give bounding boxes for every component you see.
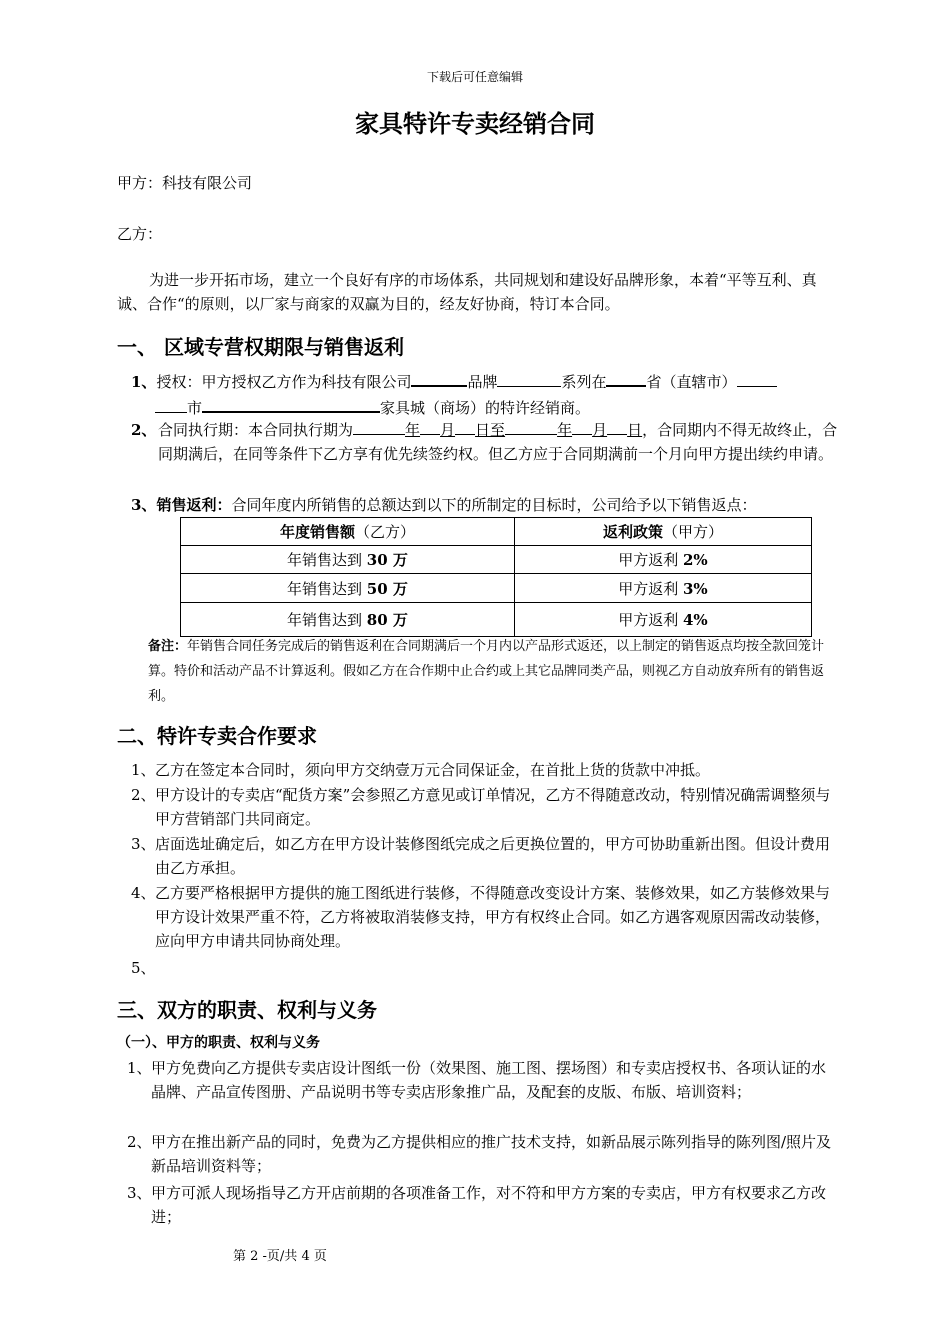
table-cell: 年销售达到 50 万: [181, 574, 515, 603]
section1-item1: [131, 369, 838, 394]
section3-item-num: 2、: [127, 1133, 152, 1151]
section3-item-num: 3、: [127, 1184, 152, 1202]
section2-heading: 二、特许专卖合作要求: [117, 724, 317, 748]
section3-item-text: 甲方在推出新产品的同时，免费为乙方提供相应的推广技术支持，如新品展示陈列指导的陈列图/照片及新品培训资料等；: [151, 1133, 832, 1175]
day-label: 日: [627, 421, 643, 439]
day-label: 日至: [475, 421, 506, 439]
section3-subheading: （一）、甲方的职责、权利与义务: [117, 1035, 320, 1051]
item-text: 授权：甲方授权乙方作为科技有限公司: [156, 373, 412, 391]
province-blank: [606, 369, 646, 387]
table-cell: 甲方返利 3%: [514, 574, 811, 603]
section3-item-text: 甲方免费向乙方提供专卖店设计图纸一份（效果图、施工图、摆场图）和专卖店授权书、各项认证的水晶牌、产品宣传图册、产品说明书等专卖店形象推广品，及配套的皮版、布版、培训资料；: [151, 1059, 827, 1101]
note-label: 备注：: [148, 639, 188, 654]
date-blank: [572, 418, 592, 435]
month-label: 月: [440, 421, 456, 439]
item-number: 1、: [131, 373, 157, 391]
table-cell: 年销售达到 80 万: [181, 603, 515, 637]
section2-item-text: 乙方在签定本合同时，须向甲方交纳壹万元合同保证金，在首批上货的货款中冲抵。: [155, 761, 711, 779]
date-blank: [455, 418, 475, 435]
year-label: 年: [557, 421, 573, 439]
item-text: 家具城（商场）的特许经销商。: [380, 399, 591, 417]
party-b: 乙方：: [117, 225, 163, 243]
year-label: 年: [405, 421, 421, 439]
rebate-note: [148, 634, 838, 709]
section2-item-num: 3、: [131, 835, 156, 853]
item-text: 省（直辖市）: [646, 373, 737, 391]
section2-item-num: 4、: [131, 884, 156, 902]
table-header-row: [181, 518, 812, 546]
item-text: 品牌: [467, 373, 498, 391]
section1-item2: [158, 418, 838, 466]
date-blank: [420, 418, 440, 435]
brand-blank: [411, 369, 467, 387]
item-text: 系列在: [561, 373, 607, 391]
rebate-table: [180, 517, 812, 637]
item-label: 销售返利：: [156, 496, 232, 514]
header-note: 下载后可任意编辑: [426, 70, 523, 84]
mall-blank: [202, 395, 380, 413]
section2-item-text: 甲方设计的专卖店“配货方案”会参照乙方意见或订单情况，乙方不得随意改动，特别情况确需调整须与甲方营销部门共同商定。: [155, 786, 831, 828]
section3-item-num: 1、: [127, 1059, 152, 1077]
month-label: 月: [592, 421, 608, 439]
item-text: ，合同期内不得无故终止，合同期满后，在同等条件下乙方享有优先续签约权。但乙方应于合同期满前一个月向甲方提出续约申请。: [158, 421, 838, 463]
date-blank: [505, 418, 557, 435]
section2-item-num: 5、: [131, 959, 156, 977]
document-title: 家具特许专卖经销合同: [355, 109, 595, 138]
page-footer: 第 2 -页/共 4 页: [233, 1249, 327, 1264]
section2-item-num: 1、: [131, 761, 156, 779]
note-text: 年销售合同任务完成后的销售返利在合同期满后一个月内以产品形式返还，以上制定的销售返点均按全款回笼计算。特价和活动产品不计算返利。假如乙方在合作期中止合约或上其它品牌同类产品，则视乙方自动放弃所有的销售返利。: [148, 639, 825, 704]
section1-item2-num: 2、: [131, 421, 157, 439]
section3-item-text: 甲方可派人现场指导乙方开店前期的各项准备工作，对不符和甲方方案的专卖店，甲方有权要求乙方改进；: [151, 1184, 827, 1226]
item-text: 市: [187, 399, 203, 417]
section2-item-text: 乙方要严格根据甲方提供的施工图纸进行装修，不得随意改变设计方案、装修效果，如乙方装修效果与甲方设计效果严重不符，乙方将被取消装修支持，甲方有权终止合同。如乙方遇客观原因需改动装修，应向甲方申请共同协商处理。: [155, 884, 831, 950]
party-a: 甲方：科技有限公司: [117, 174, 253, 192]
city-blank-1: [737, 370, 777, 387]
table-header: 返利政策（甲方）: [514, 518, 811, 546]
city-blank-2: [155, 396, 187, 413]
series-blank: [497, 370, 561, 387]
section2-item-num: 2、: [131, 786, 156, 804]
date-blank: [607, 418, 627, 435]
date-blank: [353, 418, 405, 435]
item-number: 3、: [131, 496, 157, 514]
table-cell: 甲方返利 2%: [514, 546, 811, 574]
section1-item3: [131, 493, 838, 517]
section1-item1-cont: [155, 395, 838, 420]
intro-paragraph: 为进一步开拓市场，建立一个良好有序的市场体系，共同规划和建设好品牌形象，本着“平等互利、真诚、合作“的原则，以厂家与商家的双赢为目的，经友好协商，特订本合同。: [117, 271, 817, 313]
table-row: [181, 546, 812, 574]
item-text: 合同执行期：本合同执行期为: [158, 421, 354, 439]
section2-item-text: 店面选址确定后，如乙方在甲方设计装修图纸完成之后更换位置的，甲方可协助重新出图。但设计费用由乙方承担。: [155, 835, 831, 877]
table-cell: 甲方返利 4%: [514, 603, 811, 637]
item-text: 合同年度内所销售的总额达到以下的所制定的目标时，公司给予以下销售返点：: [231, 496, 757, 514]
section1-heading: 一、 区域专营权期限与销售返利: [117, 335, 404, 359]
table-cell: 年销售达到 30 万: [181, 546, 515, 574]
table-row: [181, 603, 812, 637]
section3-heading: 三、双方的职责、权利与义务: [117, 998, 377, 1022]
table-row: [181, 574, 812, 603]
table-header: 年度销售额（乙方）: [181, 518, 515, 546]
